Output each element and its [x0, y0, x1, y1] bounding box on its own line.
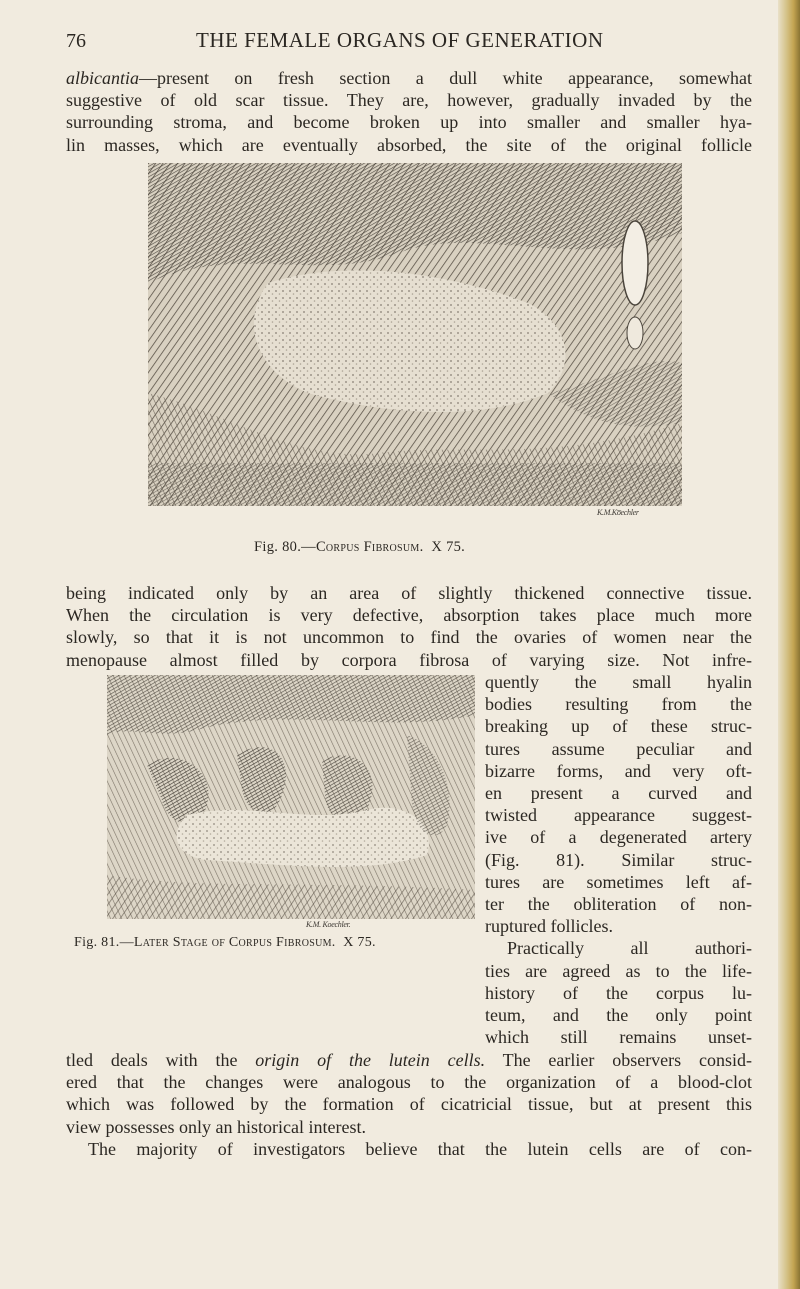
text-line: bizarre forms, and very oft-	[485, 760, 752, 781]
italic-term: albicantia	[66, 68, 139, 88]
text-line: ter the obliteration of non-	[485, 894, 752, 915]
paragraph-2	[66, 582, 752, 671]
engraver-signature-80: K.M.Ko̅echler	[597, 508, 639, 517]
text-line: (Fig. 81). Similar struc-	[485, 849, 752, 870]
text-line: lin masses, which are eventually absorbed, the site of the original follicle	[66, 134, 752, 155]
text-line: tled deals with the origin of the lutein cells. The earlier observers consid-	[66, 1050, 752, 1070]
text-line: which was followed by the formation of cicatricial tissue, but at present this	[66, 1094, 752, 1115]
text-line: ties are agreed as to the life-	[485, 960, 752, 981]
text-line: twisted appearance suggest-	[485, 805, 752, 826]
text-line: history of the corpus lu-	[485, 982, 752, 1003]
text-line: ered that the changes were analogous to the organization of a blood-clot	[66, 1072, 752, 1093]
text-line: menopause almost filled by corpora fibrosa of varying size. Not infre-	[66, 649, 752, 670]
figure-81-magnification: X 75.	[343, 935, 376, 950]
text-line: quently the small hyalin	[485, 672, 752, 692]
figure-81-label: Fig. 81.	[74, 935, 120, 950]
figure-80-title: Corpus Fibrosum.	[315, 539, 424, 555]
figure-80-magnification: X 75.	[431, 539, 466, 555]
text-line: When the circulation is very defective, absorption takes place much more	[66, 605, 752, 626]
text-line: tures are sometimes left af-	[485, 871, 752, 892]
running-head: THE FEMALE ORGANS OF GENERATION	[196, 28, 604, 52]
figure-80-micrograph	[148, 163, 682, 506]
paragraph-3	[66, 1049, 752, 1160]
text-line: teum, and the only point	[485, 1005, 752, 1026]
page-number: 76	[66, 30, 86, 52]
text-line: tures assume peculiar and	[485, 738, 752, 759]
figure-81-micrograph	[107, 675, 475, 919]
text-line: albicantia—present on fresh section a dull white appearance, somewhat	[66, 68, 752, 88]
text-line: slowly, so that it is not uncommon to find the ovaries of women near the	[66, 627, 752, 648]
text-line: bodies resulting from the	[485, 694, 752, 715]
text-line: The majority of investigators believe that the lutein cells are of con-	[88, 1138, 752, 1159]
figure-80-caption: Fig. 80.—Corpus Fibrosum. X 75.	[254, 539, 466, 555]
figure-81-caption: Fig. 81.—Later Stage of Corpus Fibrosum. X 75.	[74, 935, 376, 950]
page-gilt-edge	[778, 0, 800, 1289]
figure-81-title: Later Stage of Corpus Fibrosum.	[133, 935, 336, 950]
text-line: ruptured follicles.	[485, 916, 613, 937]
text-line: breaking up of these struc-	[485, 716, 752, 737]
text-line: which still remains unset-	[485, 1027, 752, 1048]
text-line: Practically all authori-	[507, 938, 752, 959]
text-line: surrounding stroma, and become broken up into smaller and smaller hya-	[66, 112, 752, 133]
engraver-signature-81: K.M. Koechler.	[306, 920, 351, 929]
text-line: ive of a degenerated artery	[485, 827, 752, 848]
figure-80-label: Fig. 80.	[254, 539, 302, 555]
text-line: being indicated only by an area of slightly thickened connective tissue.	[66, 583, 752, 603]
text-line: suggestive of old scar tissue. They are, however, gradually invaded by the	[66, 90, 752, 111]
italic-phrase: origin of the lutein cells.	[255, 1050, 486, 1070]
side-column-text	[485, 671, 752, 1048]
paragraph-1	[66, 67, 752, 156]
text-line: en present a curved and	[485, 783, 752, 804]
text-line: view possesses only an historical interest.	[66, 1116, 366, 1137]
